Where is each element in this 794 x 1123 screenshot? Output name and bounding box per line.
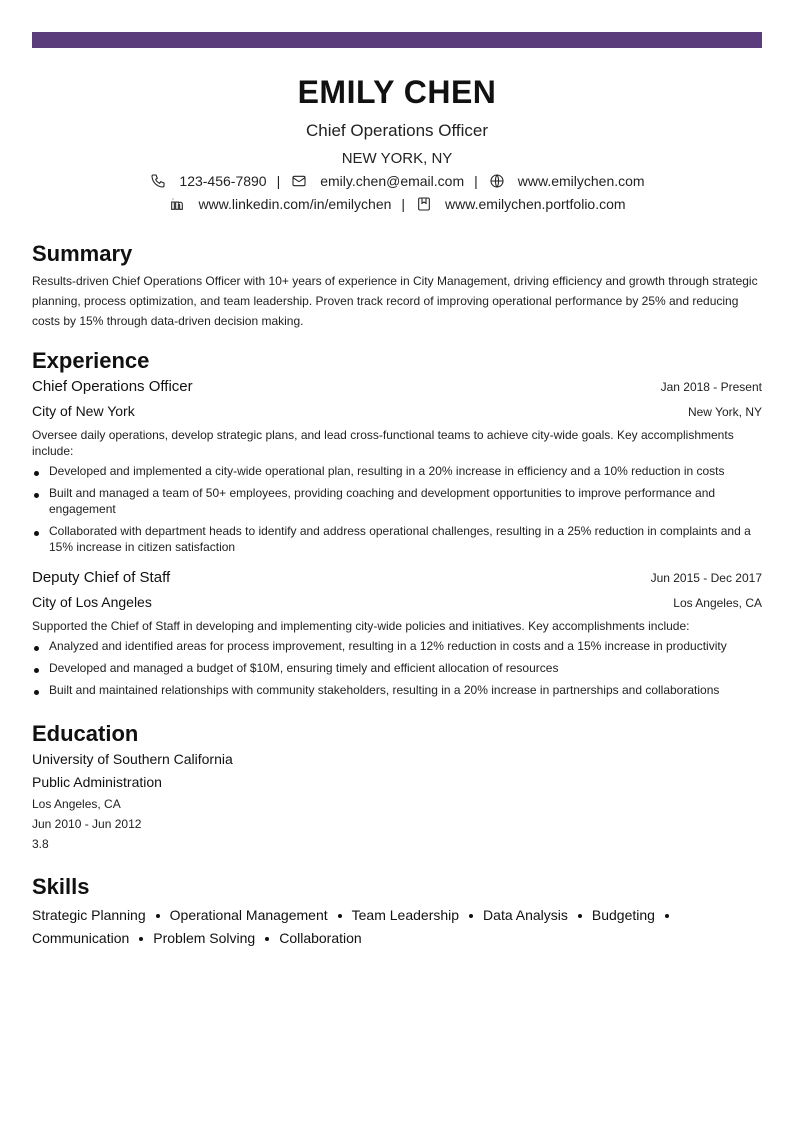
job-organization: City of New York [32,403,135,419]
bullet-dot [338,914,342,918]
skill-item: Strategic Planning [32,907,146,923]
job-dates: Jan 2018 - Present [660,380,762,394]
job-org-row [32,592,762,612]
job-organization: City of Los Angeles [32,594,152,610]
separator: | [276,173,281,189]
email-link[interactable]: emily.chen@email.com [320,173,465,189]
bullet-dot [139,937,143,941]
education-location: Los Angeles, CA [32,797,121,811]
separator: | [401,196,406,212]
job-header-row [32,376,762,398]
job-bullets [32,638,762,698]
linkedin-icon [168,195,186,213]
education-heading: Education [32,721,139,746]
skill-item: Operational Management [169,907,328,923]
skills-list [32,904,762,950]
list-item: Developed and managed a budget of $10M, ensuring timely and efficient allocation of resources [32,660,762,676]
job-title: Chief Operations Officer [305,121,489,140]
skill-item: Problem Solving [153,930,256,946]
contact-row-2 [32,194,762,214]
phone-icon [149,172,167,190]
bullet-dot [156,914,160,918]
list-item: Analyzed and identified areas for process improvement, resulting in a 12% reduction in costs and a 15% increase in productivity [32,638,762,654]
job-location: Los Angeles, CA [673,596,762,610]
resume-header [32,72,762,214]
phone-link[interactable]: 123-456-7890 [179,173,267,189]
job-dates: Jun 2015 - Dec 2017 [650,571,762,585]
list-item: Built and maintained relationships with community stakeholders, resulting in a 20% increase in partnerships and collaborations [32,682,762,698]
skill-item: Team Leadership [351,907,460,923]
bullet-dot [578,914,582,918]
list-item: Collaborated with department heads to identify and address operational challenges, resulting in a 25% reduction in complaints and a 15% increase in citizen satisfaction [32,523,762,555]
education-section [32,721,762,854]
bullet-dot [265,937,269,941]
skill-item: Communication [32,930,130,946]
skill-item: Data Analysis [483,907,568,923]
education-degree: Public Administration [32,774,162,790]
education-school: University of Southern California [32,751,233,767]
list-item: Developed and implemented a city-wide operational plan, resulting in a 20% increase in efficiency and a 10% reduction in costs [32,463,762,479]
mail-icon [290,172,308,190]
job-description: Oversee daily operations, develop strategic plans, and lead cross-functional teams to achieve city-wide goals. Key accomplishments include: [32,428,734,458]
education-dates: Jun 2010 - Jun 2012 [32,817,142,831]
job-position: Deputy Chief of Staff [32,569,171,586]
job-position: Chief Operations Officer [32,378,193,395]
job-bullets [32,463,762,555]
contact-row-1 [32,171,762,191]
list-item: Built and managed a team of 50+ employees, providing coaching and development opportunities to improve performance and engagement [32,485,762,517]
experience-heading: Experience [32,348,150,373]
portfolio-link[interactable]: www.emilychen.portfolio.com [445,196,626,212]
skill-item: Collaboration [279,930,362,946]
location: NEW YORK, NY [341,150,453,167]
summary-section [32,241,762,331]
globe-icon [488,172,506,190]
skills-heading: Skills [32,874,90,899]
bullet-dot [665,914,669,918]
job-entry [32,376,762,555]
skills-section [32,874,762,950]
separator: | [474,173,478,189]
education-gpa: 3.8 [32,837,49,851]
job-description: Supported the Chief of Staff in developing and implementing city-wide policies and initiatives. Key accomplishments include: [32,619,690,633]
bullet-dot [469,914,473,918]
job-header-row [32,567,762,589]
job-org-row [32,401,762,421]
job-entry [32,567,762,698]
website-link[interactable]: www.emilychen.com [517,173,645,189]
accent-bar [32,32,762,48]
experience-section [32,348,762,704]
summary-text: Results-driven Chief Operations Officer with 10+ years of experience in City Management, driving efficiency and growth through strategic planning, process optimization, and team leadership. Proven track record of improving operational performance by 25% and reducing costs by 15% through data-driven decision making. [32,274,758,328]
bookmark-icon [415,195,433,213]
skill-item: Budgeting [591,907,655,923]
candidate-name: EMILY CHEN [297,74,497,110]
linkedin-link[interactable]: www.linkedin.com/in/emilychen [198,196,392,212]
summary-heading: Summary [32,241,133,266]
job-location: New York, NY [687,405,762,419]
